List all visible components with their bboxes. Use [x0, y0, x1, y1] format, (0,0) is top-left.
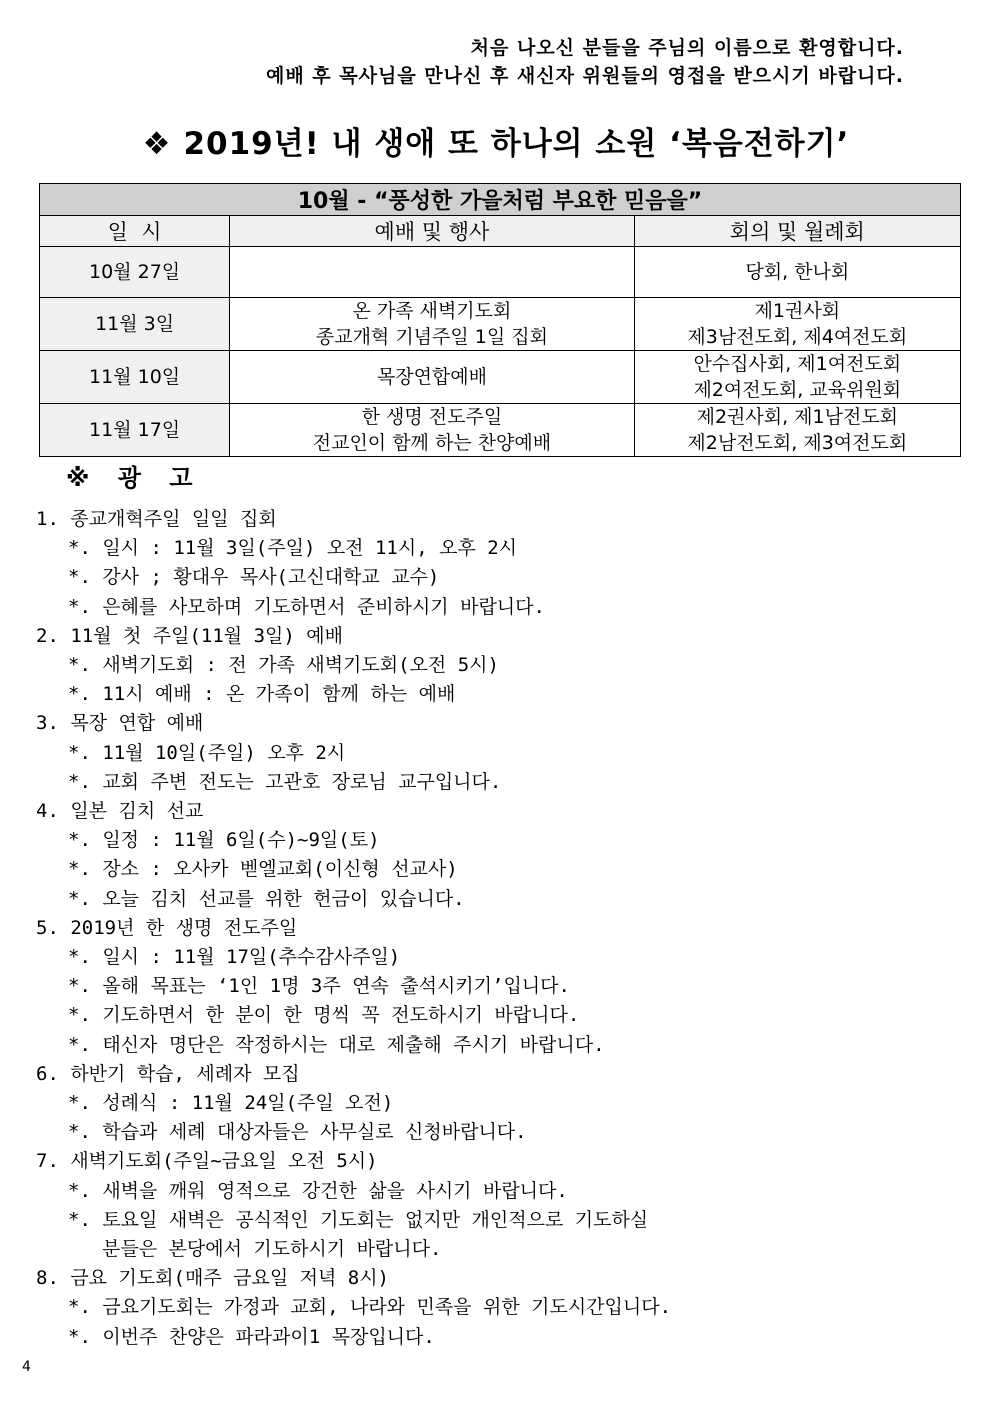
announcement-item: *. 11월 10일(주일) 오후 2시 [68, 741, 346, 764]
announcement-item: *. 새벽을 깨워 영적으로 강건한 삶을 사시기 바랍니다. [68, 1179, 568, 1202]
row-date: 11월 10일 [40, 351, 230, 404]
table-row [40, 247, 961, 298]
announcement-item: *. 학습과 세례 대상자들은 사무실로 신청바랍니다. [68, 1121, 527, 1144]
announcement-item: *. 일시 : 11월 17일(추수감사주일) [68, 946, 401, 969]
announcement-item: *. 금요기도회는 가정과 교회, 나라와 민족을 위한 기도시간입니다. [68, 1296, 672, 1319]
table-row [40, 404, 961, 457]
announcement-item: *. 이번주 찬양은 파라과이1 목장입니다. [68, 1325, 435, 1348]
announcement-item: *. 교회 주변 전도는 고관호 장로님 교구입니다. [68, 770, 502, 793]
announcement-item: *. 장소 : 오사카 벧엘교회(이신형 선교사) [68, 858, 458, 881]
announcements-title: ※ 광 고 [66, 464, 203, 492]
row-date: 11월 3일 [40, 298, 230, 351]
announcement-title: 4. 일본 김치 선교 [36, 800, 204, 823]
page-title [0, 118, 992, 163]
announcement-title: 3. 목장 연합 예배 [36, 712, 204, 735]
announcement-title: 6. 하반기 학습, 세례자 모집 [36, 1062, 300, 1085]
announcement-item: *. 은혜를 사모하며 기도하면서 준비하시기 바랍니다. [68, 595, 545, 618]
announcement-item: *. 토요일 새벽은 공식적인 기도회는 없지만 개인적으로 기도하실 [68, 1208, 649, 1231]
announcement-item: *. 일정 : 11월 6일(수)~9일(토) [68, 829, 380, 852]
row-date: 11월 17일 [40, 404, 230, 457]
row-services [230, 247, 634, 298]
announcement-title: 2. 11월 첫 주일(11월 3일) 예배 [36, 624, 343, 647]
page-title-text: 2019년! 내 생애 또 하나의 소원 ‘복음전하기’ [183, 126, 850, 162]
welcome-line-1: 처음 나오신 분들을 주님의 이름으로 환영합니다. [470, 37, 904, 59]
announcement-title: 8. 금요 기도회(매주 금요일 저녁 8시) [36, 1267, 389, 1290]
announcement-item: *. 올해 목표는 ‘1인 1명 3주 연속 출석시키기’입니다. [68, 975, 570, 998]
table-row [40, 351, 961, 404]
announcement-title: 5. 2019년 한 생명 전도주일 [36, 916, 298, 939]
diamond-bullet-icon: ❖ [142, 126, 172, 162]
announcement-item: *. 일시 : 11월 3일(주일) 오전 11시, 오후 2시 [68, 537, 518, 560]
row-date: 10월 27일 [40, 247, 230, 298]
row-meetings: 당회, 한나회 [634, 247, 960, 298]
row-meetings: 제2권사회, 제1남전도회 제2남전도회, 제3여전도회 [634, 404, 960, 457]
announcement-title: 1. 종교개혁주일 일일 집회 [36, 508, 277, 530]
announcement-title: 7. 새벽기도회(주일~금요일 오전 5시) [36, 1150, 378, 1173]
announcement-item: *. 태신자 명단은 작정하시는 대로 제출해 주시기 바랍니다. [68, 1033, 605, 1056]
row-meetings: 제1권사회 제3남전도회, 제4여전도회 [634, 298, 960, 351]
announcement-item: *. 오늘 김치 선교를 위한 헌금이 있습니다. [68, 887, 465, 910]
announcement-item-continuation: 분들은 본당에서 기도하시기 바랍니다. [102, 1238, 442, 1261]
announcement-item: *. 기도하면서 한 분이 한 명씩 꼭 전도하시기 바랍니다. [68, 1004, 580, 1027]
schedule-month-title: 10월 - “풍성한 가을처럼 부요한 믿음을” [40, 184, 961, 216]
row-services: 목장연합예배 [230, 351, 634, 404]
announcement-item: *. 11시 예배 : 온 가족이 함께 하는 예배 [68, 683, 456, 706]
row-services: 온 가족 새벽기도회 종교개혁 기념주일 1일 집회 [230, 298, 634, 351]
announcement-item: *. 새벽기도회 : 전 가족 새벽기도회(오전 5시) [68, 654, 499, 677]
announcements-list [36, 505, 936, 1352]
row-services: 한 생명 전도주일 전교인이 함께 하는 찬양예배 [230, 404, 634, 457]
welcome-line-2: 예배 후 목사님을 만나신 후 새신자 위원들의 영접을 받으시기 바랍니다. [265, 65, 904, 87]
announcement-item: *. 성례식 : 11월 24일(주일 오전) [68, 1092, 394, 1115]
welcome-message [266, 34, 904, 90]
header-date: 일 시 [40, 216, 230, 247]
table-row [40, 298, 961, 351]
announcement-item: *. 강사 ; 황대우 목사(고신대학교 교수) [68, 566, 440, 589]
header-services: 예배 및 행사 [230, 216, 634, 247]
page-number: 4 [22, 1359, 31, 1375]
row-meetings: 안수집사회, 제1여전도회 제2여전도회, 교육위원회 [634, 351, 960, 404]
header-meetings: 회의 및 월례회 [634, 216, 960, 247]
schedule-table [39, 183, 961, 457]
